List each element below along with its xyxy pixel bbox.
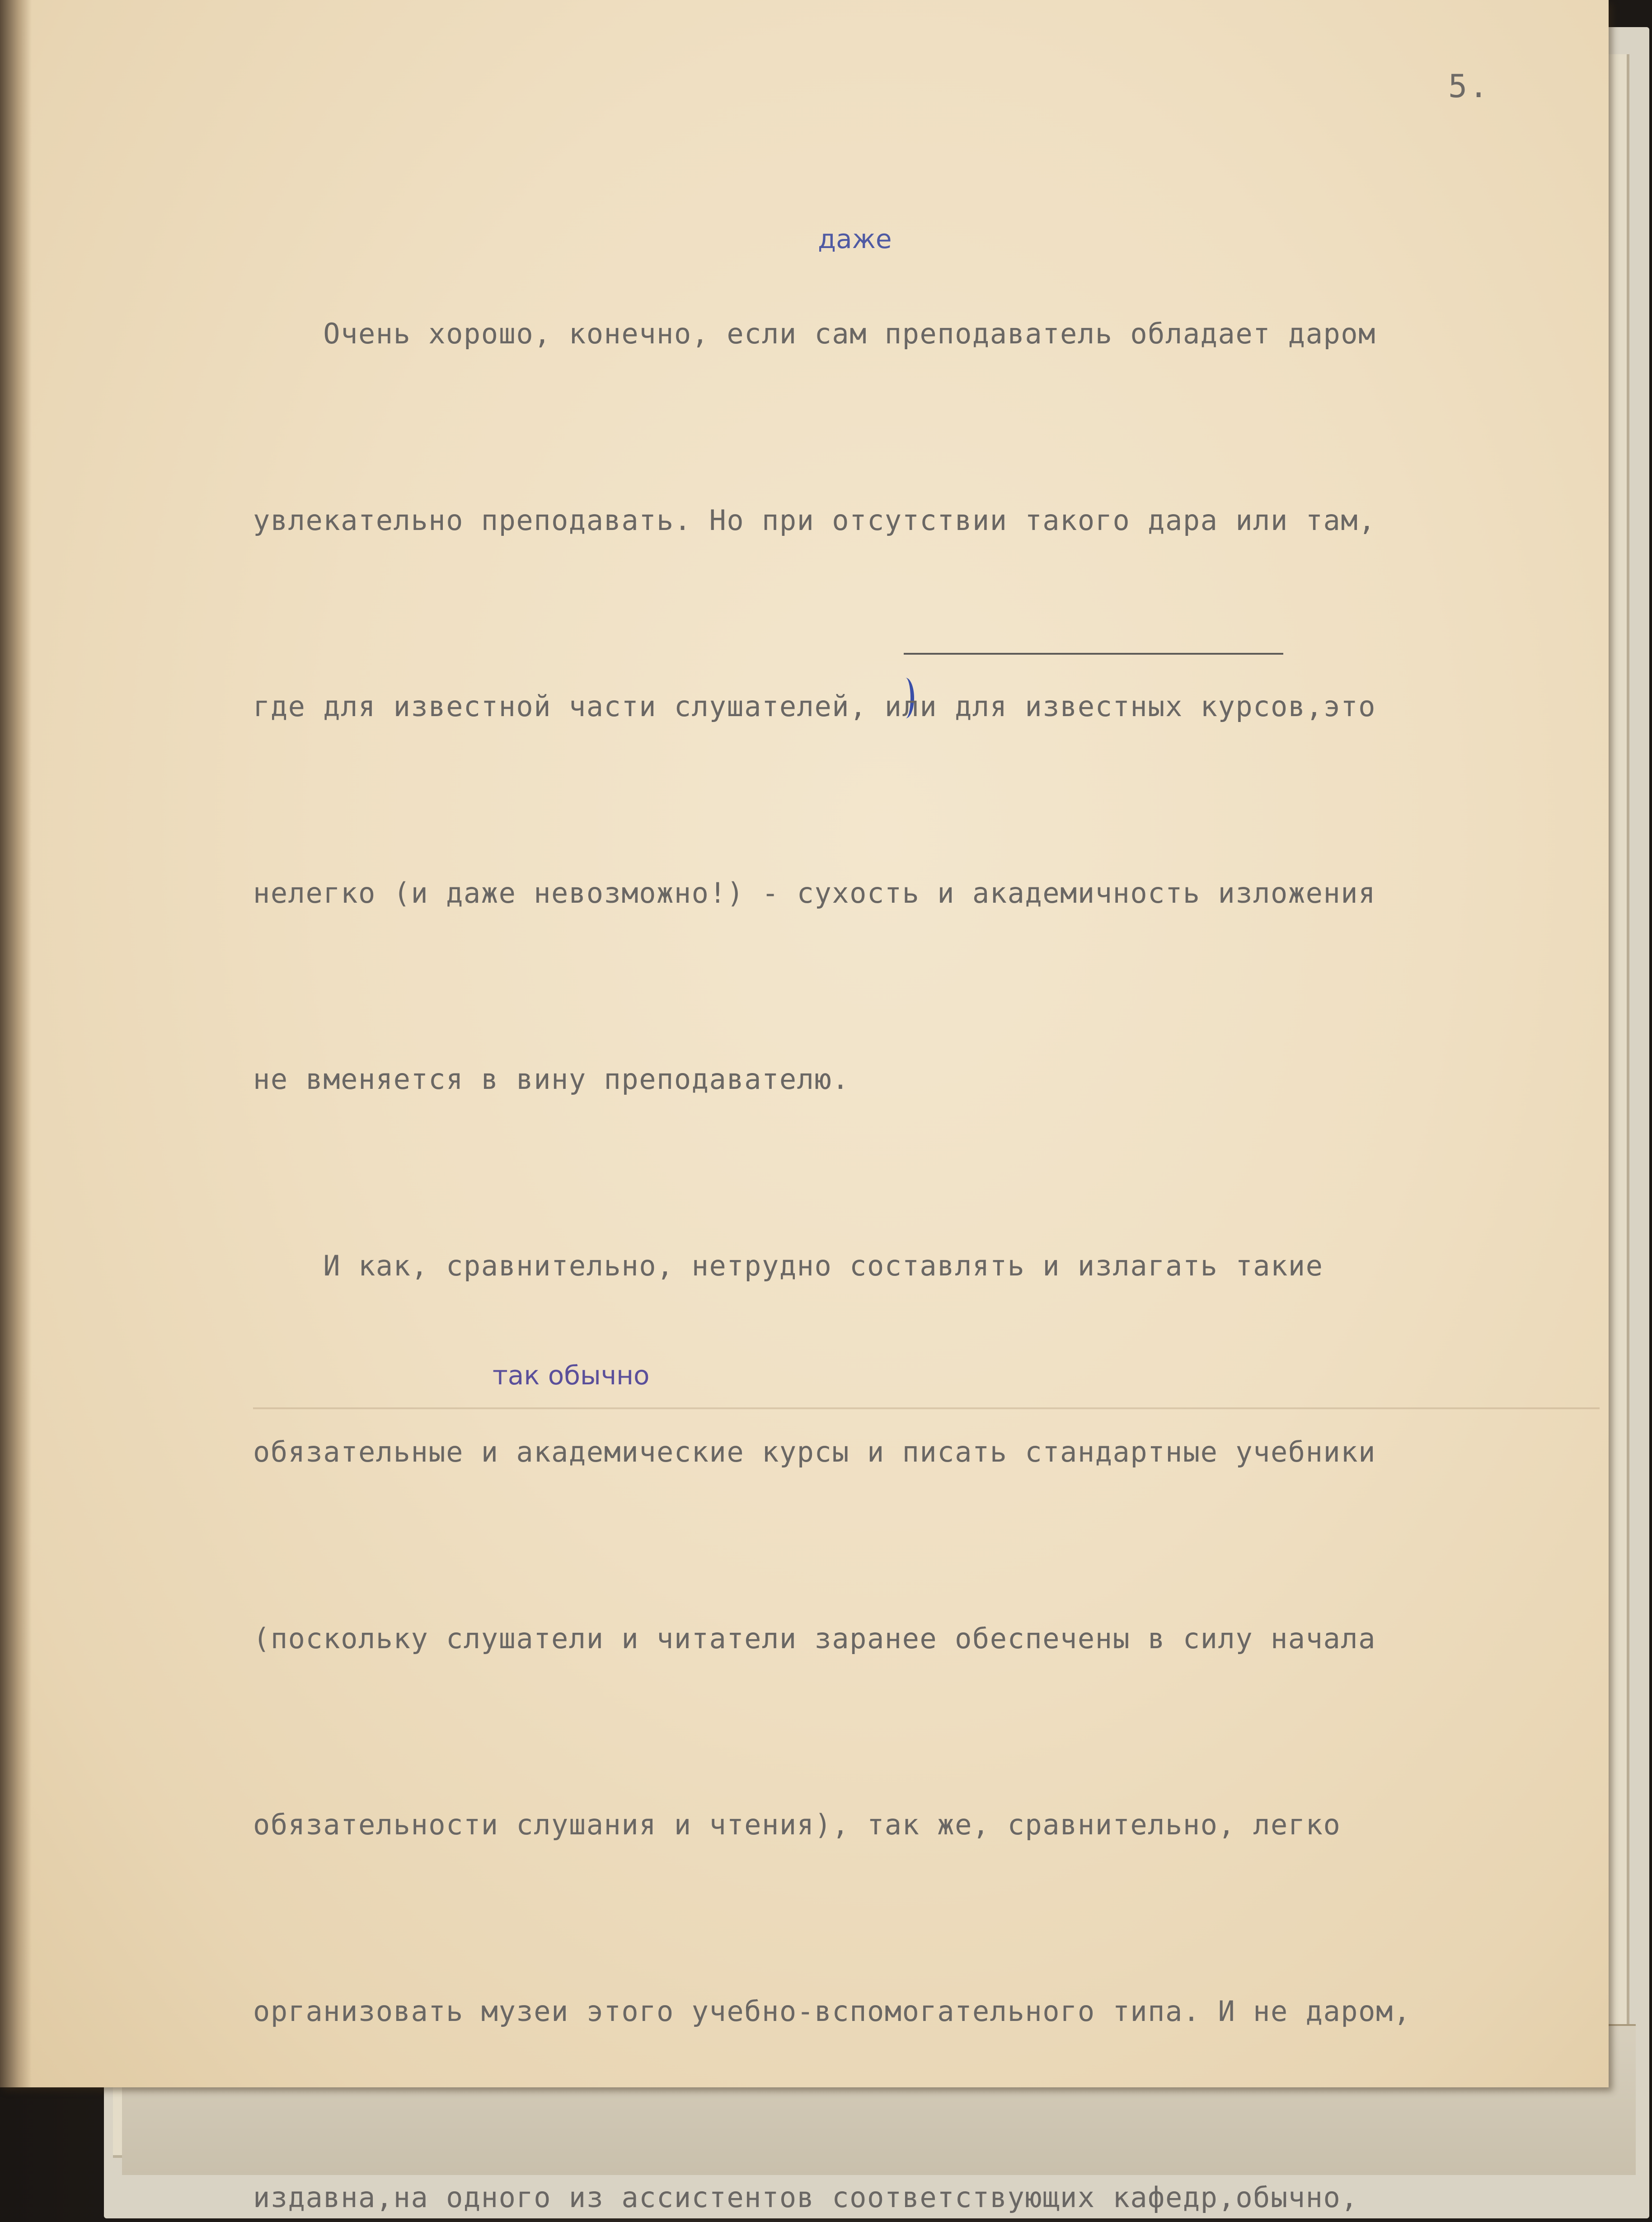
text-line: издавна,на одного из ассистентов соответствующих кафедр,обычно, (253, 2181, 1359, 2214)
text-line: (поскольку слушатели и читатели заранее обеспечены в силу начала (253, 1622, 1376, 1655)
typed-body-text (253, 178, 1600, 2222)
text-line: обязательности слушания и чтения), так же, сравнительно, легко (253, 1808, 1341, 1841)
handwritten-insertion: даже (818, 224, 892, 254)
handwritten-insertion: так обычно (493, 1360, 650, 1391)
text-line: обязательные и академические курсы и писать стандартные учебники (253, 1435, 1376, 1468)
page-number: 5. (1448, 68, 1490, 105)
text-line: нелегко (и даже невозможно!) - сухость и академичность изложения (253, 876, 1376, 909)
text-line: Очень хорошо, конечно, если сам преподаватель обладает даром (253, 317, 1376, 350)
text-line: И как, сравнительно, нетрудно составлять и излагать такие (253, 1249, 1323, 1282)
text-line: организовать музеи этого учебно-вспомогательного типа. И не даром, (253, 1994, 1411, 2028)
text-line: не вменяется в вину преподавателю. (253, 1063, 850, 1096)
text-line: где для известной части слушателей, или для известных курсов,это (253, 690, 1376, 723)
text-line: увлекательно преподавать. Но при отсутствии такого дара или там, (253, 503, 1376, 537)
